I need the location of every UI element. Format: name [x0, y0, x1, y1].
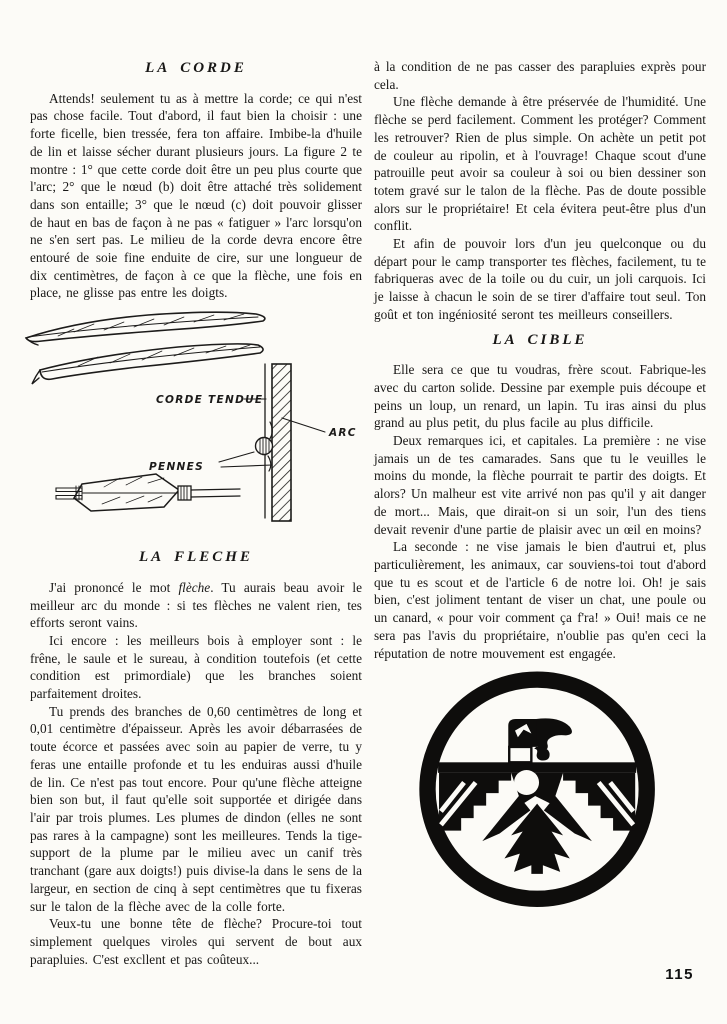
figure-label-pennes: PENNES [149, 461, 204, 474]
figure-label-arc: ARC [329, 427, 357, 440]
figure-label-corde-tendue: CORDE TENDUE [156, 394, 264, 407]
bow-limb [272, 364, 291, 521]
thunderbird-emblem-icon [415, 670, 665, 920]
text-run: J'ai prononcé le mot [49, 579, 179, 595]
left-column [30, 58, 362, 968]
emphasized-word: flèche [178, 579, 211, 595]
paragraph-continuation-2: Et afin de pouvoir lors d'un jeu quelconque ou du départ pour le camp transporter tes flèches, facilement, tu te fabriqueras avec de la toile ou du cuir, un joli carquois. Ici je laisse à chacun le soin de se tirer d'affaire tout seul. Ton goût et ton ingéniosité seront tes meilleurs conseillers. [374, 236, 706, 322]
page-number: 115 [665, 966, 694, 983]
paragraph-fleche-4: Veux-tu une bonne tête de flèche? Procure-toi tout simplement quelques viroles qui servent de bout aux parapluies. C'est excllent et pas coûteux... [30, 916, 362, 967]
paragraph-continuation-1: Une flèche demande à être préservée de l'humidité. Une flèche se perd facilement. Comment les protéger? Comment les retrouver? Rien de plus simple. On achète un petit pot de couleur au ripolin, et à l'ouvrage! Chaque scout d'une patrouille peut avoir sa couleur à soi ou bien dessiner son totem gravé sur le talon de la flèche. Pas de doute possible alors sur le propriétaire! Et cela évitera peut-être plus d'un conflit. [374, 94, 706, 234]
section-heading-la-cible: LA CIBLE [492, 331, 588, 348]
section-heading-la-corde: LA CORDE [145, 60, 247, 76]
section-heading-la-fleche: LA FLECHE [139, 549, 253, 566]
paragraph-corde-1: Attends! seulement tu as à mettre la corde; ce qui n'est pas chose facile. Tout d'abord, il faut bien la choisir : une forte ficelle, bien tressée, fera ton affaire. Imbibe-la d'huile de lin et laisse sécher durant plusieurs jours. La figure 2 te montre : 1° que cette corde doit être un peu plus courte que l'arc; 2° que le nœud (b) doit être attaché très solidement dans son entaille; 3° que le nœud (c) doit pouvoir glisser de haut en bas de façon à ne pas « fatiguer » l'arc lorsqu'on ne s'en sert pas. Le milieu de la corde devra encore être entouré de soie fine enduite de cire, sur une longueur de dix centimètres, de façon à ce que la flèche, une fois en place, ne glisse pas entre les doigts. [30, 90, 362, 301]
paragraph-fleche-1 [30, 579, 362, 632]
paragraph-cible-1: Elle sera ce que tu voudras, frère scout. Fabrique-les avec du carton solide. Dessine par exemple puis découpe et peins un loup, un renard, un lapin. Tu iras ainsi du plus grand au plus petit, du plus facile au plus difficile. [374, 362, 706, 431]
feather-bottom-illustration [32, 344, 263, 384]
feather-top-illustration [26, 312, 265, 345]
fletched-arrow [56, 474, 240, 511]
paragraph-continuation-0: à la condition de ne pas casser des parapluies exprès pour cela. [374, 59, 706, 92]
paragraph-fleche-2: Ici encore : les meilleurs bois à employer sont : le frêne, le saule et le sureau, à condition toutefois (et cette condition est primordiale) que les branches soient parfaitement droites. [30, 632, 362, 702]
nock-knot [256, 422, 273, 471]
paragraph-fleche-3: Tu prends des branches de 0,60 centimètres de long et 0,01 centimètre d'épaisseur. Après les avoir débarrasées de toute écorce et passées avec soin au papier de verre, tu y feras une entaille profonde et tu les enduiras aussi d'huile de lin. Ce n'est pas tout encore. Pour qu'une flèche atteigne bien son but, il faut qu'elle soit supportée et dirigée dans l'air par trois plumes. Les plumes de dindon (elles ne sont pas rares à la campagne) sont les meilleures. Tends la tige-support de la plume par le milieu avec un canif très tranchant (gare aux doigts!) puis divise-la dans le sens de la largeur, en section de cinq à sept centimètres que tu fixeras sur le talon de la flèche avec de la colle forte. [30, 703, 362, 914]
text-run: . Tu aurais beau avoir le meilleur arc du monde : si tes flèches ne valent rien, tes efforts seront vains. [30, 579, 362, 631]
paragraph-cible-2: Deux remarques ici, et capitales. La première : ne vise jamais un de tes camarades. Sans que tu le veuilles le moins du monde, la flèche pourrait te partir des doigts. Et alors? Un malheur est vite arrivé non pas qu'il y ait danger de mort... Mais, que dirait-on si un soir, l'un des tiens devait revenir d'une partie de plaisir avec un œil en moins? [374, 433, 706, 537]
bow-and-arrow-figure [18, 306, 358, 541]
paragraph-cible-3: La seconde : ne vise jamais le bien d'autrui et, plus particulièrement, les animaux, car souviens-toi tout d'abord que tu es scout et de l'article 6 de notre loi. Oh! je sais bien, c'est joliment tentant de viser un chat, une poule ou un canard, « pour voir comment ça f'ra! » Oui! mais ce ne sera pas l'avis du propriétaire, n'oublie pas qu'en ceci la réputation de notre mouvement est engagée. [374, 539, 706, 661]
right-column [374, 58, 706, 920]
